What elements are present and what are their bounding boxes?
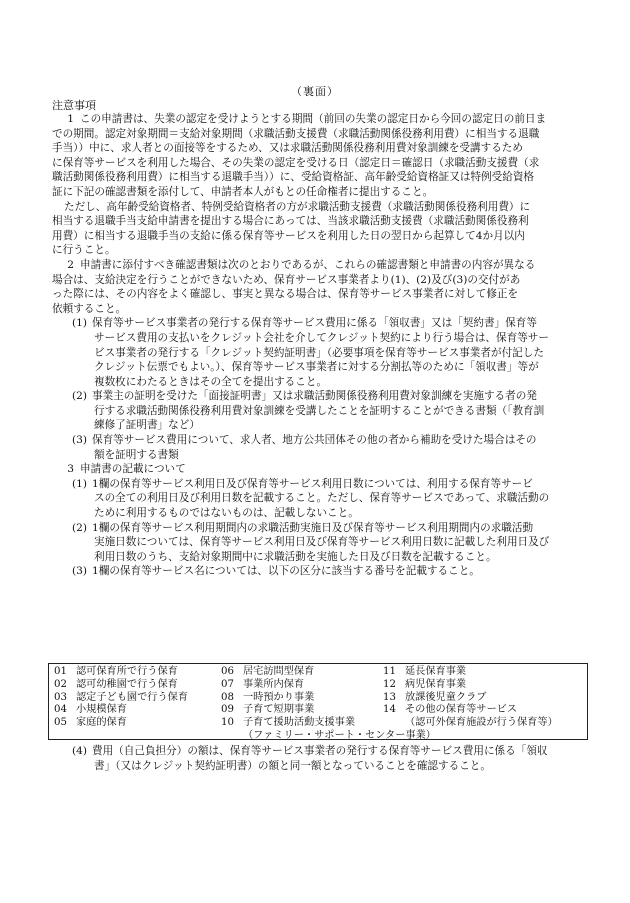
subitem-3-4 [52,744,592,773]
item-1-line: 手当））中に、求人者との面接等をするため、又は求職活動関係役務利用費対象訓練を受講するため [52,142,523,155]
subitem-3-1-text: 1欄の保育等サービス利用日及び保育等サービス利用日数については、利用する保育等サービ [92,477,533,490]
item-1-line [52,112,592,127]
subitem-2-1-line [52,316,592,331]
item-1-line: での期間。認定対象期間＝支給対象期間（求職活動支援費（求職活動関係役務利用費）に相当する退職 [52,127,540,140]
code-label: 一時預かり事業 [243,691,315,703]
subitem-3-4-number: (4) [72,745,88,757]
code-row [221,730,436,743]
notes-title: 注意事項 [52,99,96,112]
code-number: 01 [54,666,67,677]
subitem-2-1-line: サービス費用の支払いをクレジット会社を介してクレジット契約により行う場合は、保育等サー [94,331,549,344]
subitem-2-1-line: 複数枚にわたるときはその全てを提出すること。 [94,375,328,388]
code-label: 認定子ども園で行う保育 [76,691,189,703]
item-2-line: った際には、その内容をよく確認し、事実と異なる場合は、保育等サービス事業者に対して修正を [52,288,519,301]
subitem-2-3-line: 額を証明する書類 [94,448,179,461]
code-number: 04 [54,704,67,716]
subitem-3-2-line [52,521,592,536]
subitem-3-2-text: 1欄の保育等サービス利用期間内の求職活動実施日及び保育等サービス利用期間内の求職活動 [92,521,534,534]
subitem-3-1-line: スの全ての利用日及び利用日数を記載すること。ただし、保育等サービスであって、求職活動の [94,492,550,505]
subitem-3-1-line [52,477,592,492]
code-label: 事業所内保育 [243,678,305,690]
code-row [54,717,188,730]
code-row [54,679,188,692]
code-row [383,717,558,730]
code-row [54,666,188,679]
item-1-proviso-line: に行うこと。 [52,244,116,257]
code-number: 14 [383,704,396,716]
code-number: 10 [221,717,234,729]
subitem-2-2-text: 事業主の証明を受けた「面接証明書」又は求職活動関係役務利用費対象訓練を実施する者の発 [92,390,537,403]
item-1-text: この申請書は、失業の認定を受けようとする期間（前回の失業の認定日から今回の認定日の前日ま [80,113,547,125]
code-label: 病児保育事業 [405,678,467,690]
subitem-2-2-line [52,389,592,404]
subitem-3-2-number: (2) [72,521,88,534]
item-3-number: 3 [67,463,74,476]
subitem-2-1-line: クレジット伝票でもよい。）、保育等サービス事業者に対する分割払等のために「領収書」等が [94,361,539,374]
subitem-2-2-line: 行する求職活動関係役務利用費対象訓練を受講したことを証明することができる書類（「教育訓 [94,404,545,417]
subitem-2-3-text: 保育等サービス費用について、求人者、地方公共団体その他の者から補助を受けた場合はその [92,434,537,447]
code-number: 03 [54,691,67,703]
code-row [383,692,558,705]
subitem-3-1-line: ために利用するものではないものは、記載しないこと。 [94,507,359,520]
code-row [54,704,188,717]
code-label: 認可幼稚園で行う保育 [76,678,178,690]
notes-body [52,112,592,579]
code-number: 06 [221,666,234,677]
item-1-line: 職活動関係役務利用費）に相当する退職手当））に、受給資格証、高年齢受給資格証又は特例受給資格 [52,171,535,184]
subitem-2-1-number: (1) [72,317,88,330]
subitem-3-3-number: (3) [72,565,88,578]
code-label: 居宅訪問型保育 [243,666,315,677]
item-1-line: に保育等サービスを利用した場合、その失業の認定を受ける日（認定日＝確認日（求職活動支援費（求 [52,156,540,169]
item-3-text: 申請書の記載について [80,463,186,476]
subitem-3-4-line: 書」（又はクレジット契約証明書）の額と同一額となっていることを確認すること。 [94,759,491,772]
code-number: 07 [221,678,234,690]
code-row [54,692,188,705]
subitem-3-4-line [52,744,592,759]
item-2-line: 依頼すること。 [52,302,127,315]
item-1-proviso-line: 相当する退職手当支給申請書を提出する場合にあっては、当該求職活動支援費（求職活動関係役務利 [52,215,529,228]
subitem-3-4-text: 費用（自己負担分）の額は、保育等サービス事業者の発行する保育等サービス費用に係る「領収 [92,745,548,757]
code-number: 08 [221,691,234,703]
subitem-2-3-number: (3) [72,434,88,447]
code-label: 子育て短期事業 [243,704,315,716]
subitem-3-2-line: 利用日数のうち、支給対象期間中に求職活動を実施した日及び日数を記載すること。 [94,550,497,563]
code-label: （認可外保育施設が行う保育等） [405,717,558,729]
code-label: 子育て援助活動支援事業 [243,717,356,729]
page-heading: （裏面） [291,85,339,98]
subitem-2-2-number: (2) [72,390,88,403]
item-1-proviso-line: 用費）に相当する退職手当の支給に係る保育等サービスを利用した日の翌日から起算して4か月以内 [52,229,525,242]
code-number: 13 [383,691,396,703]
code-number: 09 [221,704,234,716]
subitem-3-3-text: 1欄の保育等サービス名については、以下の区分に該当する番号を記載すること。 [92,565,480,578]
code-label: 放課後児童クラブ [405,691,487,703]
code-label: 延長保育事業 [405,666,467,677]
item-1-line: 証に下記の確認書類を添付して、申請者本人がもとの任命権者に提出すること。 [52,185,434,198]
item-2-line [52,258,592,273]
code-row [383,704,558,717]
subitem-3-1-number: (1) [72,477,88,490]
subitem-3-3-line [52,564,592,579]
code-label: 小規模保育 [76,704,127,716]
code-column-1 [54,666,188,730]
subitem-2-1-text: 保育等サービス事業者の発行する保育等サービス費用に係る「領収書」又は「契約書」保育等 [92,317,537,330]
subitem-3-2-line: 実施日数については、保育等サービス利用日及び保育等サービス利用日数に記載した利用日及び [94,536,550,549]
subitem-2-3-line [52,433,592,448]
subitem-2-2-line: 練修了証明書」など） [94,419,200,432]
code-number: 02 [54,678,67,690]
code-label: 家庭的保育 [76,717,127,729]
item-2-line: 場合は、支給決定を行うことができないため、保育サービス事業者より(1)、(2)及び(3)の交付があ [52,273,521,286]
item-1-proviso-line: ただし、高年齢受給資格者、特例受給資格者の方が求職活動支援費（求職活動関係役務利用費）に [64,200,531,213]
code-number: 05 [54,717,67,729]
code-label: その他の保育等サービス [405,704,518,716]
item-3-line [52,462,592,477]
code-row [383,679,558,692]
subitem-2-1-line: ビス事業者の発行する「クレジット契約証明書」（必要事項を保育等サービス事業者が付記した [94,346,544,359]
code-number: 12 [383,678,396,690]
code-number: 11 [383,666,396,677]
item-1-number: 1 [67,113,74,125]
code-row [383,666,558,679]
code-label: （ファミリー・サポート・センター事業） [243,729,436,741]
code-column-3 [383,666,558,730]
item-2-number: 2 [67,258,74,271]
service-code-table [48,663,588,740]
code-label: 認可保育所で行う保育 [76,666,178,677]
item-2-text: 申請書に添付すべき確認書類は次のとおりであるが、これらの確認書類と申請書の内容が異なる [80,258,536,271]
